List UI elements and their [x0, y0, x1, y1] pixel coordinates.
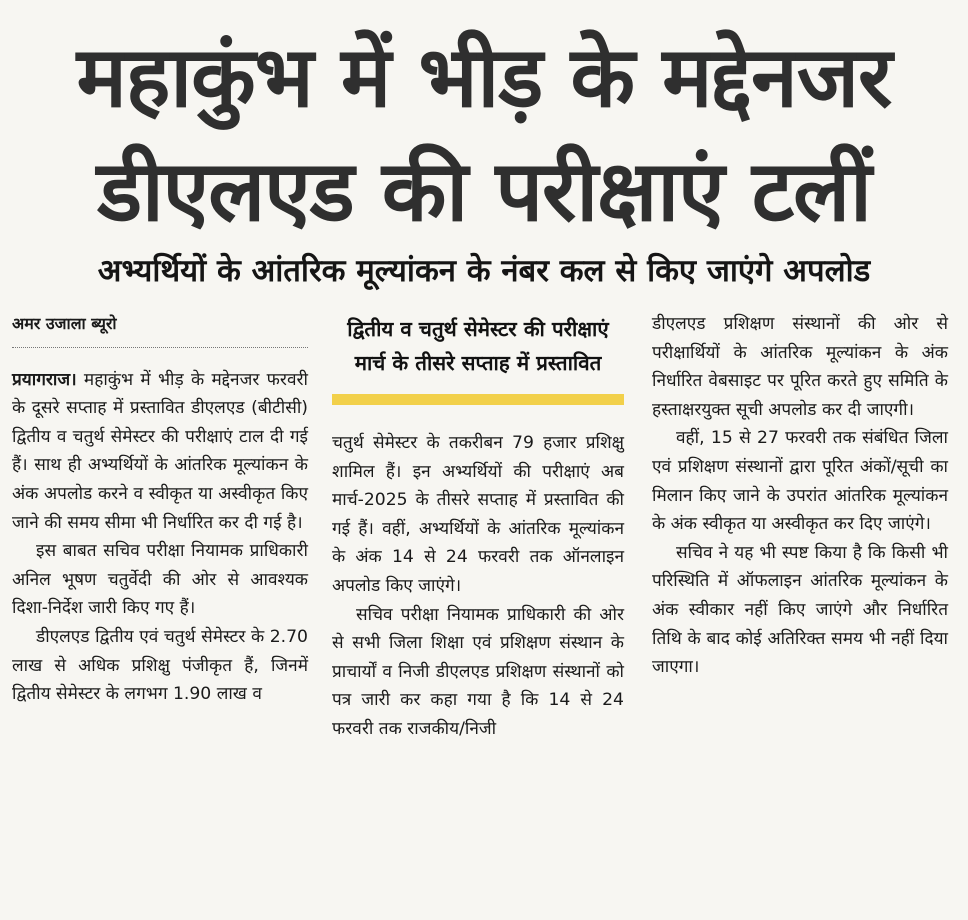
paragraph-7: वहीं, 15 से 27 फरवरी तक संबंधित जिला एवं प्रशिक्षण संस्थानों द्वारा पूरित अंकों/सूची का मिलान किए जाने के उपरांत आंतरिक मूल्यांकन के अंक स्वीकृत या अस्वीकृत कर दिए जाएंगे। — [652, 428, 948, 535]
subheadline: अभ्यर्थियों के आंतरिक मूल्यांकन के नंबर कल से किए जाएंगे अपलोड — [97, 253, 871, 289]
dateline: प्रयागराज। — [12, 369, 77, 390]
byline: अमर उजाला ब्यूरो — [12, 310, 308, 348]
paragraph-2: इस बाबत सचिव परीक्षा नियामक प्राधिकारी अनिल भूषण चतुर्वेदी की ओर से आवश्यक दिशा-निर्देश जारी किए गए हैं। — [12, 541, 308, 619]
highlight-underline — [332, 394, 624, 405]
paragraph-1-text: महाकुंभ में भीड़ के मद्देनजर फरवरी के दूसरे सप्ताह में प्रस्तावित डीएलएड (बीटीसी) द्वितीय व चतुर्थ सेमेस्टर की परीक्षाएं टाल दी गई हैं। साथ ही अभ्यर्थियों के आंतरिक मूल्यांकन के अंक अपलोड करने व स्वीकृत या अस्वीकृत किए जाने की समय सीमा भी निर्धारित कर दी गई है। — [12, 369, 308, 533]
headline-line-1: महाकुंभ में भीड़ के मद्देनजर — [76, 28, 892, 126]
paragraph-8: सचिव ने यह भी स्पष्ट किया है कि किसी भी परिस्थिति में ऑफलाइन आंतरिक मूल्यांकन के अंक स्वीकार नहीं किए जाएंगे और निर्धारित तिथि के बाद कोई अतिरिक्त समय भी नहीं दिया जाएगा। — [652, 542, 948, 678]
article-column-2 — [332, 310, 624, 744]
paragraph-5: सचिव परीक्षा नियामक प्राधिकारी की ओर से सभी जिला शिक्षा एवं प्रशिक्षण संस्थान के प्राचार्यों व निजी डीएलएड प्रशिक्षण संस्थानों को पत्र जारी कर कहा गया है कि 14 से 24 फरवरी तक राजकीय/निजी — [332, 604, 624, 739]
paragraph-3: डीएलएड द्वितीय एवं चतुर्थ सेमेस्टर के 2.70 लाख से अधिक प्रशिक्षु पंजीकृत हैं, जिनमें द्वितीय सेमेस्टर के लगभग 1.90 लाख व — [12, 626, 308, 705]
headline-line-2: डीएलएड की परीक्षाएं टलीं — [97, 142, 871, 240]
article-column-3 — [652, 310, 948, 682]
paragraph-4: चतुर्थ सेमेस्टर के तकरीबन 79 हजार प्रशिक्षु शामिल हैं। इन अभ्यर्थियों की परीक्षाएं अब मार्च-2025 के तीसरे सप्ताह में प्रस्तावित की गई हैं। वहीं, अभ्यर्थियों के आंतरिक मूल्यांकन के अंक 14 से 24 फरवरी तक ऑनलाइन अपलोड किए जाएंगे। — [332, 433, 624, 596]
paragraph-1 — [12, 366, 308, 538]
highlight-box: द्वितीय व चतुर्थ सेमेस्टर की परीक्षाएं मार्च के तीसरे सप्ताह में प्रस्तावित — [347, 317, 609, 375]
paragraph-6: डीएलएड प्रशिक्षण संस्थानों की ओर से परीक्षार्थियों के आंतरिक मूल्यांकन के अंक निर्धारित वेबसाइट पर पूरित करते हुए समिति के हस्ताक्षरयुक्त सूची अपलोड कर दी जाएगी। — [652, 314, 948, 420]
article-column-1 — [12, 310, 308, 709]
